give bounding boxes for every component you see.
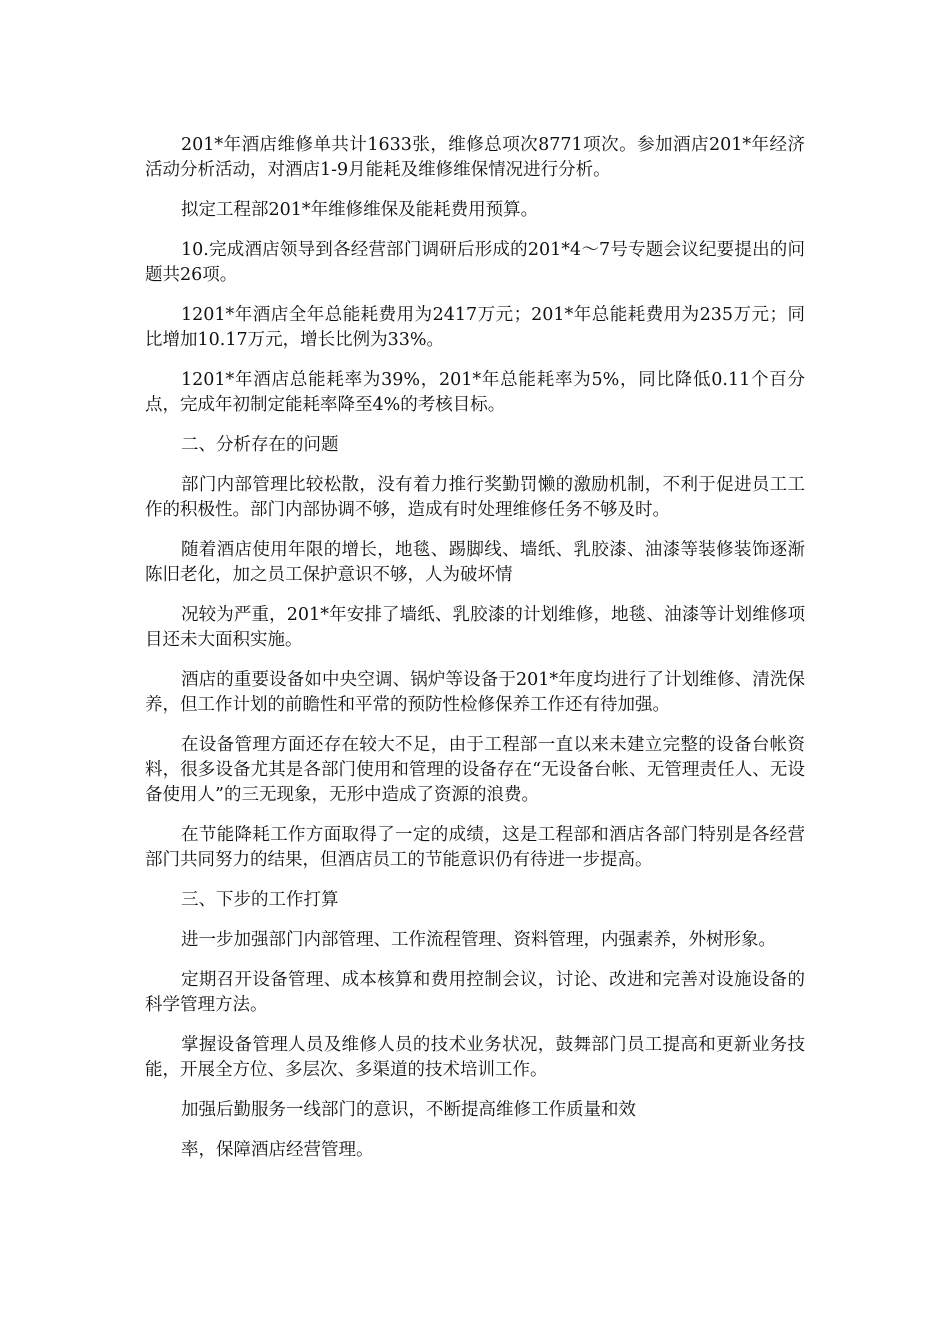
paragraph-strengthen-management: 进一步加强部门内部管理、工作流程管理、资料管理，内强素养，外树形象。 (181, 930, 776, 950)
section-heading-next-steps: 三、下步的工作打算 (181, 890, 339, 910)
section-heading-problems: 二、分析存在的问题 (181, 435, 339, 455)
paragraph-equipment-records: 在设备管理方面还存在较大不足，由于工程部一直以来未建立完整的设备台帐资料，很多设备尤其是各部门使用和管理的设备存在“无设备台帐、无管理责任人、无设备使用人”的三无现象，无形中造成了资源的浪费。 (145, 735, 805, 805)
paragraph-repair-plan: 况较为严重，201*年安排了墙纸、乳胶漆的计划维修，地毯、油漆等计划维修项目还未大面积实施。 (145, 605, 805, 650)
paragraph-technical-training: 掌握设备管理人员及维修人员的技术业务状况，鼓舞部门员工提高和更新业务技能，开展全方位、多层次、多渠道的技术培训工作。 (145, 1035, 805, 1080)
paragraph-decoration-aging: 随着酒店使用年限的增长，地毯、踢脚线、墙纸、乳胶漆、油漆等装修装饰逐渐陈旧老化，加之员工保护意识不够，人为破坏情 (145, 540, 805, 585)
paragraph-energy-saving: 在节能降耗工作方面取得了一定的成绩，这是工程部和酒店各部门特别是各经营部门共同努力的结果，但酒店员工的节能意识仍有待进一步提高。 (145, 825, 805, 870)
paragraph-equipment-maintenance: 酒店的重要设备如中央空调、锅炉等设备于201*年度均进行了计划维修、清洗保养，但工作计划的前瞻性和平常的预防性检修保养工作还有待加强。 (145, 670, 805, 715)
paragraph-service-awareness: 加强后勤服务一线部门的意识，不断提高维修工作质量和效 (181, 1100, 636, 1120)
paragraph-meeting-issues: 10.完成酒店领导到各经营部门调研后形成的201*4～7号专题会议纪要提出的问题共26项。 (145, 240, 805, 285)
paragraph-energy-cost: 1201*年酒店全年总能耗费用为2417万元；201*年总能耗费用为235万元；同比增加10.17万元，增长比例为33%。 (145, 305, 805, 350)
paragraph-repair-summary: 201*年酒店维修单共计1633张，维修总项次8771项次。参加酒店201*年经济活动分析活动，对酒店1-9月能耗及维修维保情况进行分析。 (145, 135, 805, 180)
paragraph-regular-meetings: 定期召开设备管理、成本核算和费用控制会议，讨论、改进和完善对设施设备的科学管理方法。 (145, 970, 805, 1015)
paragraph-budget: 拟定工程部201*年维修维保及能耗费用预算。 (181, 200, 539, 220)
paragraph-energy-rate: 1201*年酒店总能耗率为39%，201*年总能耗率为5%，同比降低0.11个百分点，完成年初制定能耗率降至4%的考核目标。 (145, 370, 805, 415)
paragraph-service-awareness-continued: 率，保障酒店经营管理。 (181, 1140, 374, 1160)
paragraph-internal-management: 部门内部管理比较松散，没有着力推行奖勤罚懒的激励机制，不利于促进员工工作的积极性。部门内部协调不够，造成有时处理维修任务不够及时。 (145, 475, 805, 520)
document-body (145, 133, 805, 1178)
